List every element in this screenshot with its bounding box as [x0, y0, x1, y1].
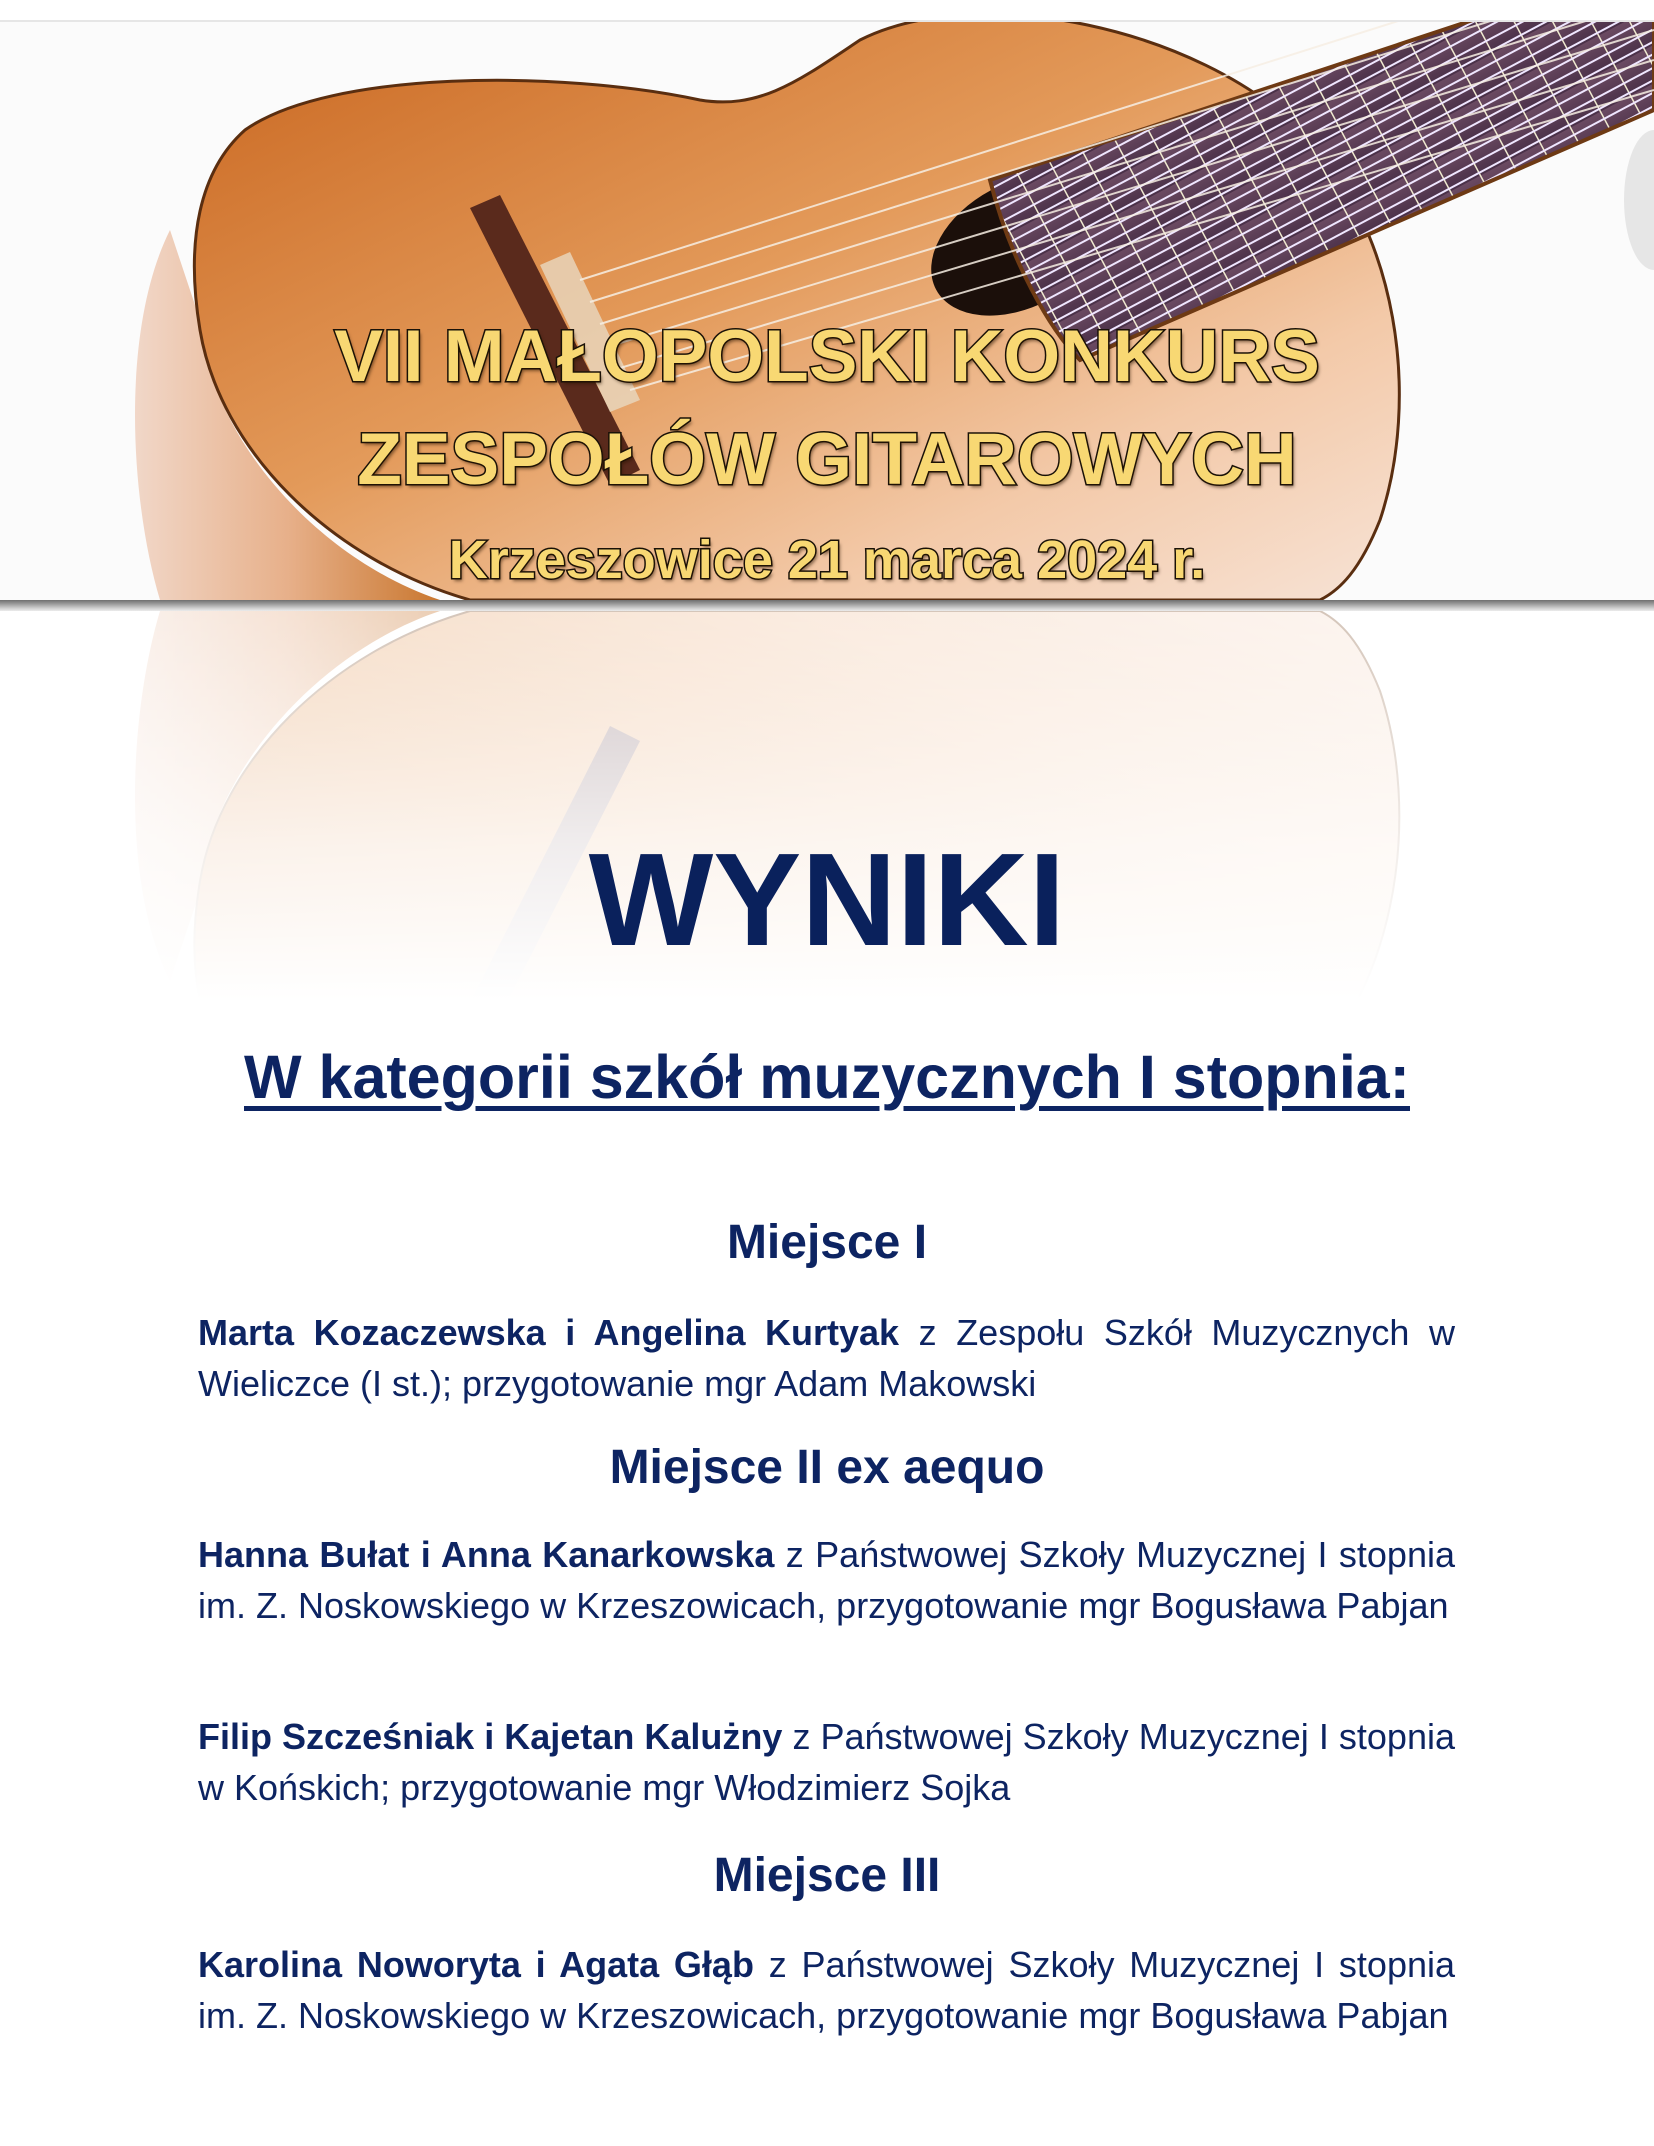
entry-details: z Państwowej Szkoły Muzycznej I stopnia im. Z. Noskowskiego w Krzeszowicach, przygotowanie mgr Bogusława Pabjan: [198, 1944, 1456, 2036]
entry-names: Hanna Bułat i Anna Kanarkowska: [198, 1534, 775, 1575]
entry-details: z Zespołu Szkół Muzycznych w Wieliczce (I st.); przygotowanie mgr Adam Makowski: [198, 1312, 1456, 1404]
result-entry: [198, 1529, 1455, 1631]
result-entry: [198, 1307, 1455, 1409]
contest-title-line1: VII MAŁOPOLSKI KONKURS: [334, 316, 1320, 397]
place-heading-1: Miejsce I: [726, 1216, 928, 1269]
entry-names: Marta Kozaczewska i Angelina Kurtyak: [198, 1312, 900, 1353]
top-divider: [0, 20, 1654, 22]
place-heading-3: Miejsce III: [713, 1849, 941, 1902]
result-entry: [198, 1939, 1455, 2041]
entry-names: Karolina Noworyta i Agata Głąb: [198, 1944, 754, 1985]
banner-shelf-divider: [0, 600, 1654, 611]
entry-details: z Państwowej Szkoły Muzycznej I stopnia w Końskich; przygotowanie mgr Włodzimierz Sojka: [198, 1716, 1455, 1808]
contest-date: Krzeszowice 21 marca 2024 r.: [448, 530, 1206, 590]
page-title: WYNIKI: [588, 826, 1066, 973]
result-entry: [198, 1711, 1455, 1813]
entry-details: z Państwowej Szkoły Muzycznej I stopnia im. Z. Noskowskiego w Krzeszowicach, przygotowanie mgr Bogusława Pabjan: [198, 1534, 1455, 1626]
place-heading-2: Miejsce II ex aequo: [609, 1441, 1045, 1494]
entry-names: Filip Szcześniak i Kajetan Kalużny: [198, 1716, 783, 1757]
contest-title-line2: ZESPOŁÓW GITAROWYCH: [357, 419, 1297, 500]
category-heading: [0, 1041, 1654, 1113]
category-heading-text: W kategorii szkół muzycznych I stopnia:: [244, 1043, 1410, 1111]
